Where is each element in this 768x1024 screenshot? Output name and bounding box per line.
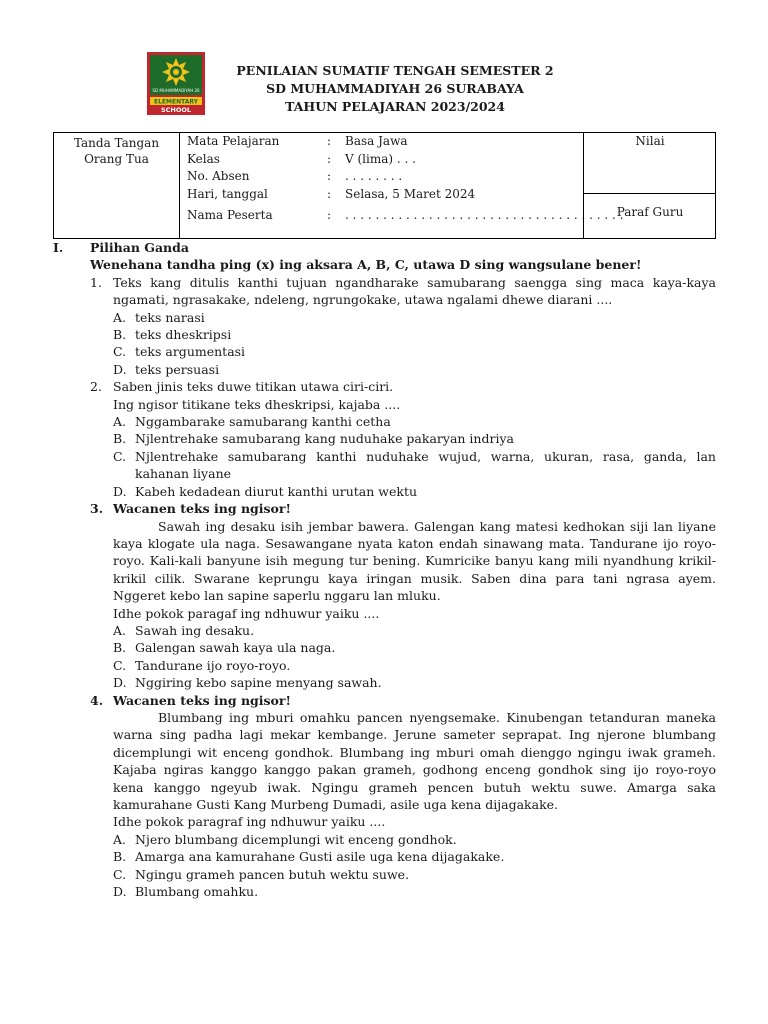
question-2-option-c[interactable] [53, 448, 716, 483]
question-1-option-a[interactable] [53, 309, 716, 326]
signature-label-line-2: Orang Tua [84, 152, 149, 166]
option-text: teks narasi [135, 309, 205, 325]
option-text: Galengan sawah kaya ula naga. [135, 640, 336, 656]
option-letter: A. [113, 831, 127, 847]
option-letter: C. [113, 344, 127, 360]
question-3-option-b[interactable] [53, 639, 716, 656]
question-1 [53, 274, 716, 309]
signature-label-line-1: Tanda Tangan [73, 136, 160, 150]
option-letter: C. [113, 866, 127, 882]
question-1-option-b[interactable] [53, 326, 716, 343]
question-2-option-d[interactable] [53, 483, 716, 500]
teacher-initial-label: Paraf Guru [616, 205, 684, 219]
field-class-label: Kelas [187, 152, 220, 166]
option-text: teks persuasi [135, 361, 220, 377]
question-4-option-b[interactable] [53, 848, 716, 865]
option-text: Nggambarake samubarang kanthi cetha [135, 414, 391, 430]
logo-text-elementary: ELEMENTARY [153, 98, 199, 106]
option-letter: A. [113, 414, 127, 430]
header-line-1: PENILAIAN SUMATIF TENGAH SEMESTER 2 [236, 63, 554, 78]
question-3-passage: Sawah ing desaku isih jembar bawera. Galengan kang matesi kedhokan siji lan liyane kaya klogate ula naga. Sesawangane nyata katon endah sinawang mata. Tandurane ijo royo-royo. Kali-kali banyune isih megung tur bening. Kumricike banyu kang mili nyandhung krikil-krikil cilik. Swarane keprungu kaya iringan musik. Saben dina para tani ngrasa ayem. Nggeret kebo lan sapine saperlu nggaru lan mluku. [113, 518, 716, 604]
field-date-colon: : [327, 187, 332, 201]
option-letter: A. [113, 622, 127, 638]
student-identity-table [53, 132, 716, 239]
grade-label: Nilai [635, 134, 665, 148]
question-4-passage: Blumbang ing mburi omahku pancen nyengsemake. Kinubengan tetanduran maneka warna sing padha lagi mekar kembange. Jerune sameter seprapat. Ing njerone blumbang dicemplungi wit enceng gondhok. Blumbang ing mburi omah dienggo ngingu iwak grameh. Kajaba ngiras kanggo kanggo pakan grameh, godhong enceng gondhok sing ijo royo-royo kena kanggo ngeyub iwak. Ngingu grameh pencen butuh wektu suwe. Amarga saka kamurahane Gusti Kang Murbeng Dumadi, asile uga kena dijagakake. [113, 709, 716, 812]
option-text: Amarga ana kamurahane Gusti asile uga kena dijagakake. [135, 849, 505, 865]
option-text: teks dheskripsi [135, 327, 232, 343]
option-letter: D. [113, 675, 127, 691]
question-3 [53, 500, 716, 622]
section-instruction: Wenehana tandha ping (x) ing aksara A, B, C, utawa D sing wangsulane bener! [90, 257, 642, 273]
question-3-option-a[interactable] [53, 622, 716, 639]
question-4-option-c[interactable] [53, 866, 716, 883]
option-letter: D. [113, 361, 127, 377]
field-date-value: Selasa, 5 Maret 2024 [345, 187, 476, 201]
question-3-heading: Wacanen teks ing ngisor! [113, 501, 291, 517]
header-line-2: SD MUHAMMADIYAH 26 SURABAYA [266, 81, 524, 96]
option-text: Blumbang omahku. [135, 884, 259, 900]
option-text: Ngingu grameh pancen butuh wektu suwe. [135, 866, 410, 882]
option-text: Kabeh kedadean diurut kanthi urutan wektu [135, 483, 418, 499]
question-2 [53, 378, 716, 413]
field-class-colon: : [327, 152, 332, 166]
question-1-option-d[interactable] [53, 361, 716, 378]
field-subject-label: Mata Pelajaran [187, 134, 280, 148]
grade-cell [583, 133, 716, 238]
question-4-heading: Wacanen teks ing ngisor! [113, 692, 291, 708]
field-absence-label: No. Absen [187, 169, 250, 183]
option-text: Tandurane ijo royo-royo. [135, 657, 291, 673]
field-subject-value: Basa Jawa [345, 134, 408, 148]
option-letter: B. [113, 327, 127, 343]
section-number: I. [53, 240, 64, 255]
logo-text-school: SCHOOL [160, 106, 192, 114]
section-heading [53, 239, 716, 256]
question-3-option-c[interactable] [53, 657, 716, 674]
question-2-text-1: Saben jinis teks duwe titikan utawa ciri-ciri. [113, 379, 394, 395]
question-4-number: 4. [90, 692, 104, 708]
logo-text-top: SD MUHAMMADIYAH 26 [152, 88, 200, 93]
header-line-3: TAHUN PELAJARAN 2023/2024 [285, 99, 505, 114]
option-text: Sawah ing desaku. [135, 622, 255, 638]
question-1-option-c[interactable] [53, 343, 716, 360]
question-1-number: 1. [90, 274, 102, 290]
option-text: Njlentrehake samubarang kanthi nuduhake wujud, warna, ukuran, rasa, ganda, lan kahanan liyane [135, 448, 716, 482]
field-absence-value: . . . . . . . . [345, 169, 403, 183]
grade-divider [584, 193, 716, 194]
section-title: Pilihan Ganda [90, 240, 189, 255]
option-text: Njero blumbang dicemplungi wit enceng gondhok. [135, 831, 457, 847]
option-letter: C. [113, 657, 127, 673]
option-text: Njlentrehake samubarang kang nuduhake pakaryan indriya [135, 431, 514, 447]
field-class-value: V (lima) . . . [345, 152, 416, 166]
document-header [180, 62, 610, 116]
question-4-option-a[interactable] [53, 831, 716, 848]
field-name-value: . . . . . . . . . . . . . . . . . . . . . . . . . . . . . . . . . . . . . [345, 208, 624, 222]
option-letter: A. [113, 309, 127, 325]
option-letter: D. [113, 483, 127, 499]
option-letter: C. [113, 448, 127, 464]
question-1-text: Teks kang ditulis kanthi tujuan ngandharake samubarang saengga sing maca kaya-kaya ngamati, ngrasakake, ndeleng, ngrungokake, utawa ngalami dhewe diarani .... [113, 274, 716, 308]
option-text: Nggiring kebo sapine menyang sawah. [135, 675, 382, 691]
exam-content [53, 239, 716, 900]
question-4 [53, 692, 716, 831]
option-letter: B. [113, 431, 127, 447]
question-3-question: Idhe pokok paragaf ing ndhuwur yaiku .... [113, 605, 380, 621]
parent-signature-cell [54, 133, 180, 238]
field-name-label: Nama Peserta [187, 208, 273, 222]
option-text: teks argumentasi [135, 344, 246, 360]
question-3-number: 3. [90, 501, 104, 517]
field-date-label: Hari, tanggal [187, 187, 268, 201]
option-letter: D. [113, 884, 127, 900]
option-letter: B. [113, 849, 127, 865]
question-2-text-2: Ing ngisor titikane teks dheskripsi, kajaba .... [113, 396, 401, 412]
field-absence-colon: : [327, 169, 332, 183]
question-2-number: 2. [90, 379, 102, 395]
question-4-option-d[interactable] [53, 883, 716, 900]
question-4-question: Idhe pokok paragraf ing ndhuwur yaiku .... [113, 814, 386, 830]
field-subject-colon: : [327, 134, 332, 148]
question-2-option-a[interactable] [53, 413, 716, 430]
question-3-option-d[interactable] [53, 674, 716, 691]
field-name-colon: : [327, 208, 332, 222]
option-letter: B. [113, 640, 127, 656]
question-2-option-b[interactable] [53, 430, 716, 447]
